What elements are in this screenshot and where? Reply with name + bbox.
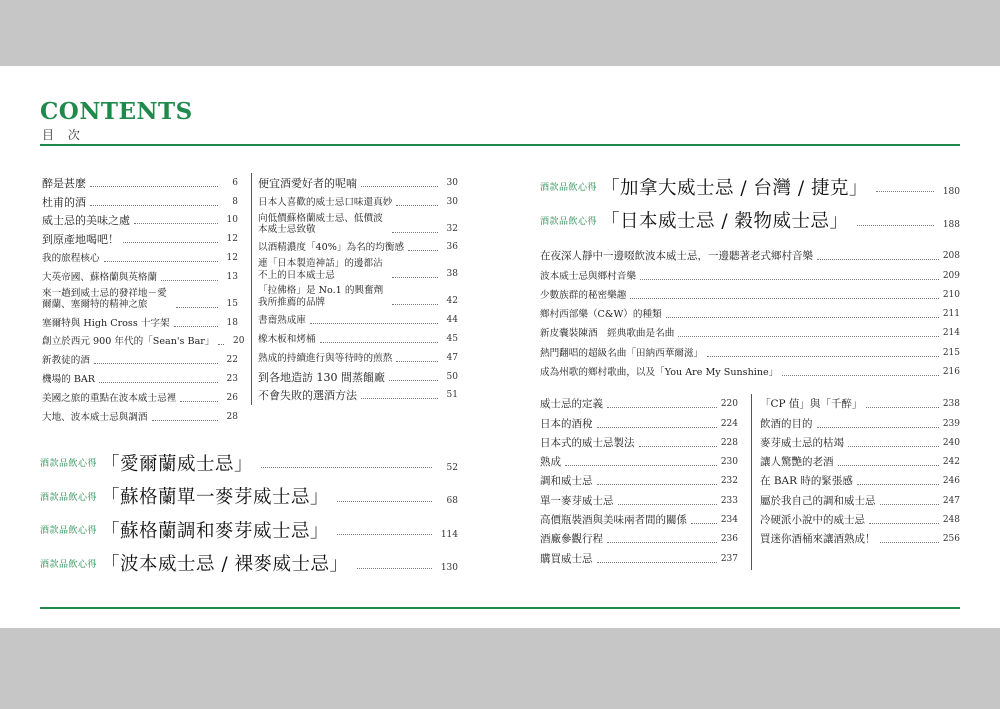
toc-entry	[540, 392, 738, 411]
toc-entry	[760, 411, 960, 430]
toc-entry	[42, 265, 238, 284]
toc-entry	[42, 246, 238, 265]
toc-entry-page: 210	[942, 289, 960, 300]
dot-leader	[876, 191, 934, 192]
dot-leader	[630, 298, 938, 299]
toc-entry-page: 215	[942, 347, 960, 358]
toc-entry-title: 新教徒的酒	[42, 355, 90, 367]
toc-column-1	[42, 171, 245, 424]
dot-leader	[678, 336, 939, 337]
toc-entry-title: 大英帝國、蘇格蘭與英格蘭	[42, 271, 158, 283]
toc-entry	[540, 302, 960, 321]
dot-leader	[123, 242, 218, 243]
dot-leader	[817, 427, 939, 428]
dot-leader	[597, 562, 717, 563]
dot-leader	[607, 407, 717, 408]
toc-entry-page: 30	[446, 196, 458, 207]
toc-entry	[258, 209, 458, 236]
column-divider-left	[251, 173, 252, 405]
toc-entry	[258, 281, 458, 308]
toc-entry-title: 波本威士忌與鄉村音樂	[540, 270, 636, 282]
toc-entry-title: 熟成	[540, 456, 561, 469]
toc-entry-page: 247	[942, 495, 960, 506]
featured-label: 酒款品飲心得	[540, 183, 598, 194]
toc-entry-page: 26	[226, 392, 238, 403]
toc-entry	[42, 348, 238, 367]
toc-entry-title: 威士忌的美味之處	[42, 214, 130, 228]
bottom-gray-band	[0, 628, 1000, 709]
toc-entry-page: 36	[446, 242, 458, 253]
toc-entry-page: 246	[942, 476, 960, 487]
toc-entry-page: 38	[446, 269, 458, 280]
toc-entry-page: 224	[720, 418, 738, 429]
toc-entry-title: 橡木板和烤桶	[258, 333, 316, 345]
dot-leader	[180, 401, 218, 402]
toc-entry-title: 便宜酒愛好者的呢喃	[258, 176, 357, 190]
toc-entry	[540, 546, 738, 565]
toc-entry-page: 47	[446, 352, 458, 363]
toc-entry	[760, 450, 960, 469]
toc-entry-title: 到原產地喝吧！	[42, 233, 119, 247]
dot-leader	[134, 223, 218, 224]
toc-entry-page: 233	[720, 495, 738, 506]
toc-entry	[540, 411, 738, 430]
toc-entry-title: 日本式的威士忌製法	[540, 436, 635, 449]
toc-entry-title: 在夜深人靜中一邊啜飲波本威士忌，一邊聽著老式鄉村音樂	[540, 250, 813, 263]
featured-entry	[40, 547, 458, 581]
toc-entry-page: 22	[226, 355, 238, 366]
toc-entry-page: 50	[446, 371, 458, 382]
dot-leader	[218, 344, 224, 345]
dot-leader	[99, 382, 218, 383]
toc-entry-page: 211	[942, 309, 960, 320]
toc-entry-title: 新皮囊裝陳酒 經典歌曲是名曲	[540, 328, 675, 340]
toc-entry-page: 248	[942, 515, 960, 526]
toc-entry-page: 45	[446, 333, 458, 344]
toc-entry	[760, 488, 960, 507]
toc-entry	[540, 360, 960, 379]
toc-entry-title: 到各地造訪 130 間蒸餾廠	[258, 370, 385, 384]
toc-entry-page: 228	[720, 437, 738, 448]
toc-entry-page: 30	[446, 177, 458, 188]
toc-entry-title: 麥芽威士忌的枯竭	[760, 436, 844, 449]
toc-entry-title: 在 BAR 時的緊張感	[760, 475, 853, 488]
dot-leader	[666, 317, 939, 318]
toc-entry	[258, 254, 458, 281]
bottom-divider	[40, 607, 960, 609]
featured-title: 「波本威士忌 / 裸麥威士忌」	[101, 554, 349, 576]
dot-leader	[848, 446, 939, 447]
dot-leader	[361, 398, 438, 399]
toc-entry-title: 以酒精濃度「40%」為名的均衡感	[258, 242, 405, 254]
dot-leader	[389, 380, 438, 381]
toc-entry	[42, 284, 238, 311]
toc-entry-page: 209	[942, 270, 960, 281]
featured-label: 酒款品飲心得	[40, 459, 98, 470]
dot-leader	[337, 501, 432, 502]
toc-entry	[540, 488, 738, 507]
toc-entry	[760, 508, 960, 527]
toc-column-4	[540, 392, 738, 566]
dot-leader	[94, 363, 218, 364]
dot-leader	[618, 504, 717, 505]
toc-entry-title: 塞爾特與 High Cross 十字架	[42, 317, 170, 329]
toc-entry-title: 酒廠參觀行程	[540, 533, 603, 546]
featured-page: 114	[440, 529, 458, 540]
dot-leader	[320, 342, 438, 343]
dot-leader	[176, 307, 218, 308]
dot-leader	[607, 542, 717, 543]
dot-leader	[880, 504, 939, 505]
toc-entry-page: 12	[226, 234, 238, 245]
featured-label: 酒款品飲心得	[540, 216, 598, 227]
dot-leader	[337, 534, 432, 535]
toc-entry-title: 冷硬派小說中的威士忌	[760, 514, 865, 527]
dot-leader	[261, 467, 432, 468]
featured-entry	[540, 170, 960, 204]
dot-leader	[639, 446, 717, 447]
featured-title: 「愛爾蘭威士忌」	[101, 453, 254, 475]
toc-entry-page: 240	[942, 437, 960, 448]
toc-column-2	[258, 171, 458, 402]
dot-leader	[691, 523, 717, 524]
toc-entry-title: 鄉村西部樂（C&W）的種類	[540, 309, 662, 321]
toc-page	[0, 66, 1000, 628]
dot-leader	[396, 205, 438, 206]
dot-leader	[707, 356, 939, 357]
page-title: CONTENTS	[40, 98, 193, 125]
toc-entry-title: 「CP 值」與「千醉」	[760, 398, 863, 411]
toc-entry-title: 少數族群的秘密樂趣	[540, 289, 627, 301]
toc-entry-page: 232	[720, 476, 738, 487]
toc-entry-page: 23	[226, 373, 238, 384]
toc-entry	[258, 171, 458, 190]
toc-entry-page: 12	[226, 252, 238, 263]
dot-leader	[782, 375, 939, 376]
toc-entry-title: 威士忌的定義	[540, 398, 603, 411]
toc-entry-title: 創立於西元 900 年代的「Sean's Bar」	[42, 336, 215, 348]
toc-entry	[540, 244, 960, 263]
toc-entry-title: 單一麥芽威士忌	[540, 494, 614, 507]
toc-entry-page: 208	[942, 251, 960, 262]
toc-entry-page: 230	[720, 457, 738, 468]
toc-entry	[760, 392, 960, 411]
toc-entry-title: 不會失敗的選酒方法	[258, 389, 357, 403]
toc-entry	[540, 340, 960, 359]
toc-entry	[540, 321, 960, 340]
top-divider	[40, 144, 960, 146]
featured-entry	[540, 204, 960, 238]
toc-entry-page: 236	[720, 534, 738, 545]
featured-page: 188	[942, 220, 960, 231]
dot-leader	[392, 232, 438, 233]
dot-leader	[392, 277, 438, 278]
top-gray-band	[0, 0, 1000, 66]
toc-entry	[760, 431, 960, 450]
dot-leader	[152, 420, 218, 421]
toc-entry-title: 書齋熟成庫	[258, 315, 306, 327]
dot-leader	[838, 465, 939, 466]
toc-entry-page: 256	[942, 534, 960, 545]
featured-entry	[40, 480, 458, 514]
toc-entry-page: 13	[226, 271, 238, 282]
dot-leader	[392, 304, 438, 305]
featured-title: 「加拿大威士忌 / 台灣 / 捷克」	[601, 177, 869, 199]
dot-leader	[104, 261, 218, 262]
dot-leader	[597, 427, 717, 428]
dot-leader	[866, 407, 938, 408]
toc-entry	[258, 236, 458, 255]
featured-label: 酒款品飲心得	[40, 559, 98, 570]
featured-list-right	[540, 170, 960, 237]
toc-entry	[42, 405, 238, 424]
toc-entry	[540, 527, 738, 546]
toc-entry	[540, 283, 960, 302]
toc-entry	[540, 508, 738, 527]
page-subtitle: 目 次	[42, 128, 85, 142]
dot-leader	[161, 280, 218, 281]
toc-entry	[42, 190, 238, 209]
toc-entry-page: 238	[942, 399, 960, 410]
toc-entry-page: 234	[720, 515, 738, 526]
toc-entry-page: 6	[232, 177, 238, 188]
toc-entry	[258, 308, 458, 327]
dot-leader	[857, 484, 939, 485]
dot-leader	[640, 279, 939, 280]
toc-entry-title: 向低價蘇格蘭威士忌、低價波本威士忌致敬	[258, 212, 383, 236]
featured-page: 52	[446, 462, 458, 473]
toc-entry-page: 28	[226, 411, 238, 422]
toc-entry-title: 成為州歌的鄉村歌曲，以及「You Are My Sunshine」	[540, 367, 779, 379]
toc-entry-title: 買迷你酒桶來讓酒熟成！	[760, 533, 876, 546]
toc-entry-title: 機場的 BAR	[42, 373, 96, 385]
dot-leader	[817, 259, 939, 260]
featured-entry	[40, 513, 458, 547]
toc-entry	[42, 311, 238, 330]
toc-entry	[258, 327, 458, 346]
toc-entry	[258, 365, 458, 384]
toc-entry	[540, 469, 738, 488]
toc-entry-title: 醉是甚麼	[42, 176, 86, 190]
toc-entry	[42, 209, 238, 228]
toc-entry-title: 連「日本製造神話」的邊都沾不上的日本威士忌	[258, 258, 383, 281]
dot-leader	[90, 205, 218, 206]
dot-leader	[361, 186, 438, 187]
toc-entry-title: 來一趟到威士忌的發祥地－愛爾蘭、塞爾特的精神之旅	[42, 287, 167, 311]
toc-entry-page: 10	[226, 215, 238, 226]
toc-entry	[258, 384, 458, 403]
dot-leader	[396, 361, 438, 362]
toc-column-5	[760, 392, 960, 546]
toc-entry	[540, 263, 960, 282]
toc-entry-title: 熱門翻唱的超級名曲「田納西華爾滋」	[540, 347, 704, 359]
toc-entry-title: 讓人驚艷的老酒	[760, 456, 834, 469]
featured-page: 130	[440, 563, 458, 574]
featured-title: 「蘇格蘭單一麥芽威士忌」	[101, 487, 330, 509]
toc-entry-page: 32	[446, 223, 458, 234]
dot-leader	[880, 542, 939, 543]
dot-leader	[90, 186, 218, 187]
toc-entry-title: 美國之旅的重點在波本威士忌裡	[42, 392, 177, 404]
toc-entry	[258, 190, 458, 209]
featured-title: 「日本威士忌 / 穀物威士忌」	[601, 211, 849, 233]
toc-entry	[42, 367, 238, 386]
featured-entry	[40, 446, 458, 480]
dot-leader	[869, 523, 939, 524]
dot-leader	[857, 225, 934, 226]
dot-leader	[565, 465, 717, 466]
toc-entry-page: 18	[226, 317, 238, 328]
toc-entry-title: 我的旅程核心	[42, 252, 100, 264]
featured-label: 酒款品飲心得	[40, 492, 98, 503]
dot-leader	[357, 568, 432, 569]
toc-entry-title: 調和威士忌	[540, 475, 593, 488]
toc-entry-page: 239	[942, 418, 960, 429]
dot-leader	[174, 326, 218, 327]
toc-entry-title: 購買威士忌	[540, 552, 593, 565]
toc-entry-title: 日本人喜歡的威士忌口味還真妙	[258, 196, 393, 208]
featured-page: 68	[446, 496, 458, 507]
column-divider-right	[751, 394, 752, 570]
toc-entry	[540, 450, 738, 469]
toc-entry	[258, 346, 458, 365]
toc-entry-page: 15	[226, 298, 238, 309]
toc-entry-page: 51	[446, 390, 458, 401]
toc-entry	[760, 469, 960, 488]
toc-entry-title: 高價瓶裝酒與美味兩者間的關係	[540, 514, 687, 527]
dot-leader	[408, 250, 438, 251]
toc-entry	[42, 330, 245, 349]
featured-page: 180	[942, 186, 960, 197]
toc-entry-title: 飲酒的目的	[760, 417, 813, 430]
toc-entry-title: 杜甫的酒	[42, 195, 86, 209]
toc-entry	[42, 171, 238, 190]
dot-leader	[310, 323, 438, 324]
toc-entry-title: 大地、波本威士忌與調酒	[42, 411, 148, 423]
toc-entry-page: 242	[942, 457, 960, 468]
featured-list-left	[40, 446, 458, 580]
toc-entry	[42, 227, 238, 246]
toc-entry-page: 20	[233, 336, 245, 347]
toc-entry	[540, 431, 738, 450]
toc-entry-page: 42	[446, 296, 458, 307]
toc-entry-page: 216	[942, 367, 960, 378]
toc-entry-title: 屬於我自己的調和威士忌	[760, 494, 876, 507]
toc-entry-page: 214	[942, 328, 960, 339]
toc-entry-title: 日本的酒稅	[540, 417, 593, 430]
toc-entry-page: 220	[720, 399, 738, 410]
toc-entry-title: 熟成的持續進行與等待時的煎熬	[258, 352, 393, 364]
featured-title: 「蘇格蘭調和麥芽威士忌」	[101, 520, 330, 542]
toc-entry-title: 「拉佛格」是 No.1 的興奮劑 我所推薦的品牌	[258, 285, 384, 308]
toc-column-3	[540, 244, 960, 379]
toc-entry-page: 44	[446, 315, 458, 326]
featured-label: 酒款品飲心得	[40, 526, 98, 537]
toc-entry	[42, 386, 238, 405]
toc-entry	[760, 527, 960, 546]
toc-entry-page: 8	[232, 196, 238, 207]
toc-entry-page: 237	[720, 553, 738, 564]
dot-leader	[597, 484, 717, 485]
